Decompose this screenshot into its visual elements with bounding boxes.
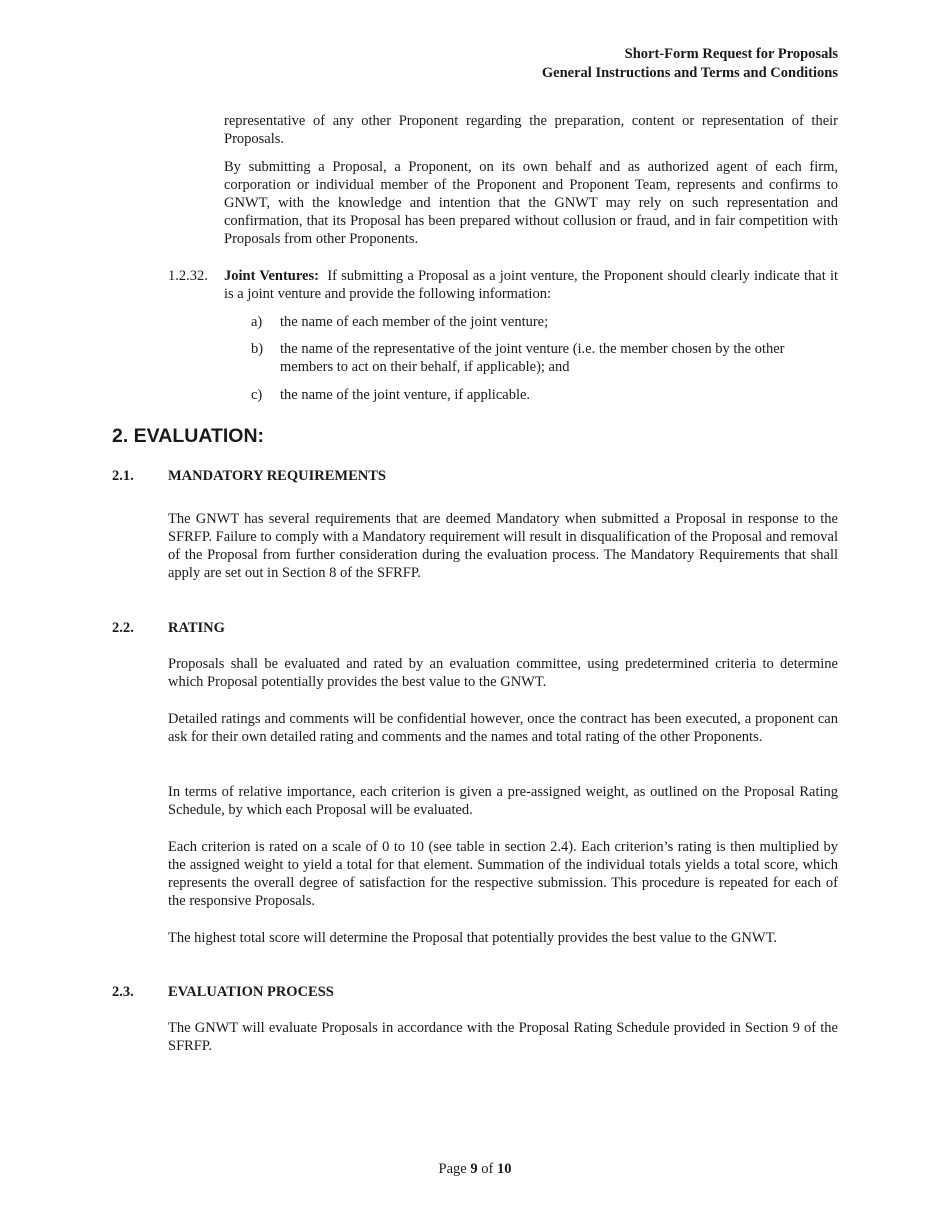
- intro-paragraph-1: representative of any other Proponent regarding the preparation, content or representation of their Proposals.: [224, 113, 838, 147]
- list-item-letter: c): [251, 387, 263, 403]
- subsection-number: 2.2.: [112, 620, 134, 636]
- mandatory-paragraph: The GNWT has several requirements that are deemed Mandatory when submitted a Proposal in response to the SFRFP. Failure to comply with a Mandatory requirement will result in disqualification of the Proposal and removal of the Proposal from further consideration during the evaluation process. The Mandatory Requirements that shall apply are set out in Section 8 of the SFRFP.: [168, 511, 838, 581]
- rating-paragraph-2: Detailed ratings and comments will be confidential however, once the contract has been executed, a proponent can ask for their own detailed rating and comments and the names and total rating of the other Proponents.: [168, 711, 838, 745]
- intro-paragraph-2: By submitting a Proposal, a Proponent, on its own behalf and as authorized agent of each firm, corporation or individual member of the Proponent and Proponent Team, represents and confirms to GNWT, with the knowledge and intention that the GNWT may rely on such representation and confirmation, that its Proposal has been prepared without collusion or fraud, and in fair competition with Proposals from other Proponents.: [224, 159, 838, 247]
- subsection-title: RATING: [168, 620, 225, 636]
- list-item-letter: b): [251, 341, 264, 357]
- clause-number: 1.2.32.: [168, 268, 208, 284]
- page-header: [542, 45, 838, 83]
- page-current: 9: [470, 1161, 478, 1177]
- page-label: Page: [438, 1161, 467, 1177]
- rating-paragraph-4: Each criterion is rated on a scale of 0 to 10 (see table in section 2.4). Each criterion’s rating is then multiplied by the assigned weight to yield a total for that element. Summation of the individual totals yields a total score, which represents the overall degree of satisfaction for the respective submission. This procedure is repeated for each of the responsive Proposals.: [168, 839, 838, 909]
- rating-paragraph-5: The highest total score will determine the Proposal that potentially provides the best value to the GNWT.: [168, 930, 777, 946]
- subsection-number: 2.1.: [112, 468, 134, 484]
- subsection-number: 2.3.: [112, 984, 134, 1000]
- page-footer: [0, 1160, 950, 1178]
- list-item-letter: a): [251, 314, 263, 330]
- list-item-text: the name of the joint venture, if applicable.: [280, 387, 531, 403]
- of-label: of: [481, 1161, 494, 1177]
- header-subtitle: General Instructions and Terms and Conditions: [541, 65, 838, 81]
- header-title: Short-Form Request for Proposals: [624, 46, 838, 62]
- subsection-title: MANDATORY REQUIREMENTS: [168, 468, 386, 484]
- joint-ventures-clause: [224, 267, 838, 303]
- evaluation-process-paragraph: The GNWT will evaluate Proposals in accordance with the Proposal Rating Schedule provided in Section 9 of the SFRFP.: [168, 1020, 838, 1054]
- section-heading-evaluation: 2. EVALUATION:: [112, 425, 265, 447]
- clause-text: If submitting a Proposal as a joint venture, the Proponent should clearly indicate that it is a joint venture and provide the following information:: [224, 268, 838, 302]
- subsection-title: EVALUATION PROCESS: [168, 984, 334, 1000]
- clause-title: Joint Ventures:: [224, 268, 319, 284]
- list-item-text: the name of the representative of the joint venture (i.e. the member chosen by the other members to act on their behalf, if applicable); and: [280, 341, 785, 375]
- rating-paragraph-3: In terms of relative importance, each criterion is given a pre-assigned weight, as outlined on the Proposal Rating Schedule, by which each Proposal will be evaluated.: [168, 784, 838, 818]
- rating-paragraph-1: Proposals shall be evaluated and rated by an evaluation committee, using predetermined criteria to determine which Proposal potentially provides the best value to the GNWT.: [168, 656, 838, 690]
- page-total: 10: [496, 1161, 512, 1177]
- list-item-text: the name of each member of the joint venture;: [280, 314, 549, 330]
